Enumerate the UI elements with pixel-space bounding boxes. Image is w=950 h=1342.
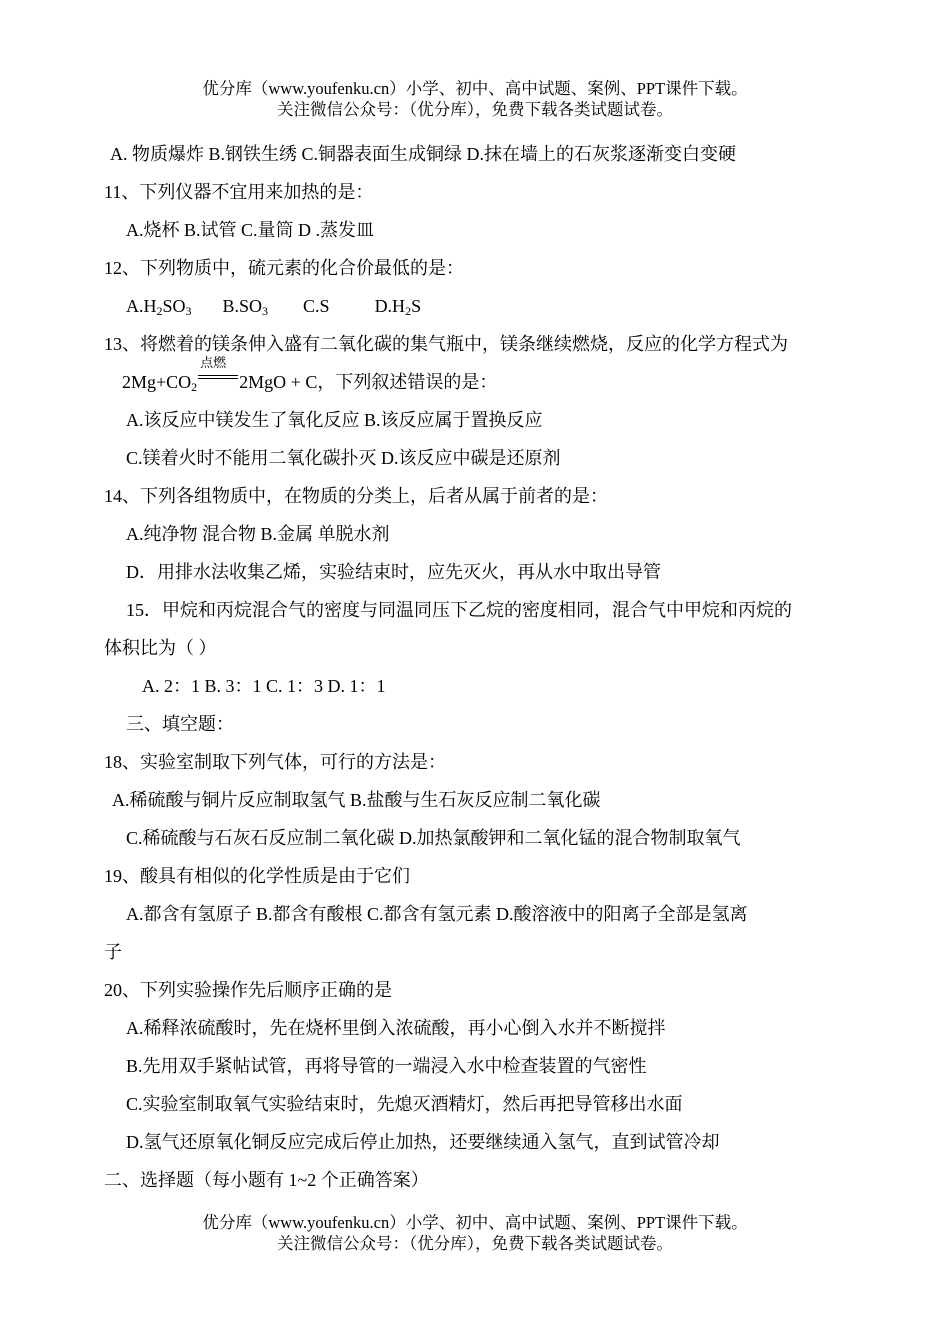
q12-stem: 12、下列物质中，硫元素的化合价最低的是： <box>104 258 464 278</box>
q15-stem-cont: 体积比为（ ） <box>104 638 217 658</box>
q14-options-ab: A.纯净物 混合物 B.金属 单脱水剂 <box>126 524 390 544</box>
page-footer <box>0 1212 950 1254</box>
q13-equation: $2Mg+CO_2$ 点燃 2MgO + C，下列叙述错误的是： <box>122 355 498 394</box>
q12-options <box>126 294 421 318</box>
q19-options: A.都含有氢原子 B.都含有酸根 C.都含有氢元素 D.酸溶液中的阳离子全部是氢离 <box>126 904 748 924</box>
q20-option-c: C.实验室制取氧气实验结束时，先熄灭酒精灯，然后再把导管移出水面 <box>126 1094 683 1114</box>
q12-option-a: $A.H_2SO_3$ <box>126 296 192 318</box>
q11-options: A.烧杯 B.试管 C.量筒 D .蒸发皿 <box>126 220 375 240</box>
footer-line-2: 关注微信公众号：（优分库），免费下载各类试题试卷。 <box>277 1234 673 1253</box>
q14-stem: 14、下列各组物质中，在物质的分类上，后者从属于前者的是： <box>104 486 608 506</box>
q20-stem: 20、下列实验操作先后顺序正确的是 <box>104 980 392 1000</box>
q13-options-cd: C.镁着火时不能用二氧化碳扑灭 D.该反应中碳是还原剂 <box>126 448 561 468</box>
header-line-2: 关注微信公众号：（优分库），免费下载各类试题试卷。 <box>277 100 673 119</box>
q19-options-cont: 子 <box>104 942 122 962</box>
section-2-title: 二、选择题（每小题有 1~2 个正确答案） <box>104 1170 429 1190</box>
q12-option-d: $D.H_2S$ <box>374 296 422 318</box>
reaction-condition: 点燃 <box>200 355 227 370</box>
q20-option-a: A.稀释浓硫酸时，先在烧杯里倒入浓硫酸，再小心倒入水并不断搅拌 <box>126 1018 666 1038</box>
q13-options-ab: A.该反应中镁发生了氧化反应 B.该反应属于置换反应 <box>126 410 543 430</box>
header-line-1: 优分库（www.youfenku.cn）小学、初中、高中试题、案例、PPT课件下载。 <box>202 79 748 98</box>
q20-option-d: D.氢气还原氧化铜反应完成后停止加热，还要继续通入氢气，直到试管冷却 <box>126 1132 720 1152</box>
reaction-arrow <box>198 355 238 388</box>
section-3-title: 三、填空题： <box>126 714 234 734</box>
q12-option-c: C.S <box>303 296 330 316</box>
q15-options: A. 2：1 B. 3：1 C. 1：3 D. 1：1 <box>142 676 386 696</box>
q14-option-d: D．用排水法收集乙烯，实验结束时，应先灭火，再从水中取出导管 <box>126 562 661 582</box>
q20-option-b: B.先用双手紧帖试管，再将导管的一端浸入水中检查装置的气密性 <box>126 1056 647 1076</box>
q15-stem: 15．甲烷和丙烷混合气的密度与同温同压下乙烷的密度相同，混合气中甲烷和丙烷的 <box>126 600 792 620</box>
q18-options-cd: C.稀硫酸与石灰石反应制二氧化碳 D.加热氯酸钾和二氧化锰的混合物制取氧气 <box>126 828 741 848</box>
q18-stem: 18、实验室制取下列气体，可行的方法是： <box>104 752 446 772</box>
q11-stem: 11、下列仪器不宜用来加热的是： <box>104 182 374 202</box>
q10-options: A. 物质爆炸 B.钢铁生绣 C.铜器表面生成铜绿 D.抹在墙上的石灰浆逐渐变白变硬 <box>110 144 737 164</box>
q18-options-ab: A.稀硫酸与铜片反应制取氢气 B.盐酸与生石灰反应制二氧化碳 <box>112 790 601 810</box>
q19-stem: 19、酸具有相似的化学性质是由于它们 <box>104 866 410 886</box>
q13-stem: 13、将燃着的镁条伸入盛有二氧化碳的集气瓶中，镁条继续燃烧，反应的化学方程式为 <box>104 334 788 354</box>
page-header <box>0 78 950 120</box>
q12-option-b: $B.SO_3$ <box>222 296 269 318</box>
footer-line-1: 优分库（www.youfenku.cn）小学、初中、高中试题、案例、PPT课件下载。 <box>202 1213 748 1232</box>
